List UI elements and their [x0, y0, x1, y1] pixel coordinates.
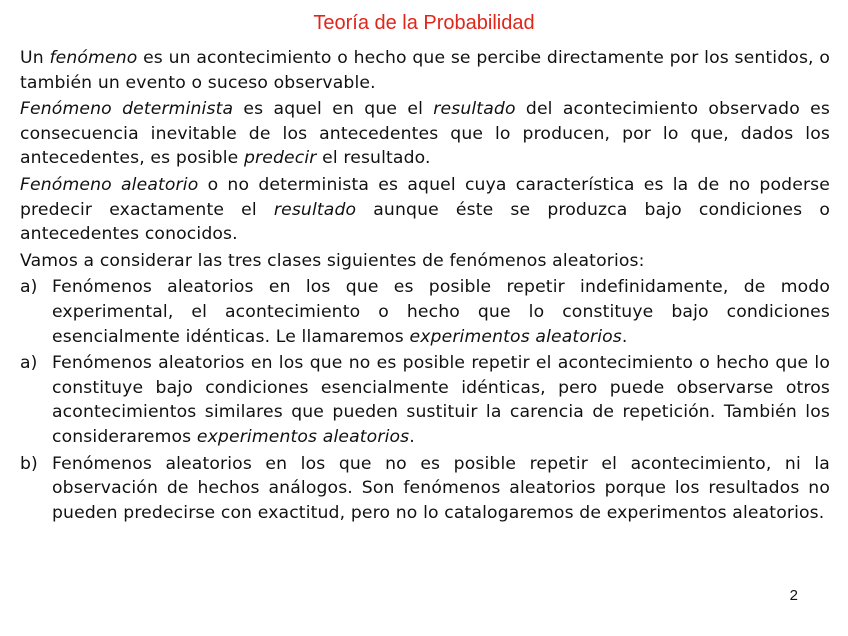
text-run: Fenómenos aleatorios en los que no es posible repetir el acontecimiento o hecho que lo constituye bajo condiciones esencialmente idénticas, pero puede observarse otros acontecimientos similares que pueden sustituir la carencia de repetición. También los consideraremos — [52, 353, 830, 447]
paragraph-aleatorio — [20, 173, 830, 247]
term-resultado: resultado — [433, 99, 516, 120]
term-fenomeno: fenómeno — [49, 48, 138, 68]
slide-title: Teoría de la Probabilidad — [313, 12, 535, 34]
text-run: Fenómenos aleatorios en los que no es posible repetir el acontecimiento, ni la observación de hechos análogos. Son fenómenos aleatorios porque los resultados no pueden predecirse con exactitud, pero no lo catalogaremos de experimentos aleatorios. — [52, 453, 830, 523]
text-run: del acontecimiento observado es consecuencia inevitable de los antecedentes que lo producen, por lo que, dados los antecedentes, es posible — [20, 99, 830, 169]
text-run: el resultado. — [316, 148, 431, 169]
list-item — [20, 275, 830, 349]
term-fenomeno-determinista: Fenómeno determinista — [20, 99, 234, 120]
term-resultado: resultado — [273, 199, 357, 220]
term-fenomeno-aleatorio: Fenómeno aleatorio — [20, 174, 199, 195]
list-marker: a) — [20, 353, 38, 374]
page-number: 2 — [789, 587, 798, 604]
text-run: . — [409, 426, 415, 447]
text-run: Vamos a considerar las tres clases siguientes de fenómenos aleatorios: — [20, 250, 645, 271]
term-experimentos-aleatorios: experimentos aleatorios — [409, 326, 622, 347]
text-run: aunque éste se produzca bajo condiciones o antecedentes conocidos. — [20, 199, 830, 245]
paragraph-intro-list — [20, 249, 830, 274]
slide-body — [20, 46, 830, 527]
text-run: . — [621, 326, 628, 347]
list-marker: a) — [20, 277, 38, 298]
term-predecir: predecir — [243, 148, 317, 169]
list-marker: b) — [20, 453, 38, 474]
paragraph-fenomeno-definition — [20, 46, 830, 95]
text-run: es aquel en que el — [233, 99, 434, 120]
list-item — [20, 452, 830, 526]
text-run: Un — [20, 48, 50, 68]
text-run: o no determinista es aquel cuya característica es la de no poderse predecir exactamente el — [20, 174, 830, 220]
term-experimentos-aleatorios: experimentos aleatorios — [196, 426, 410, 447]
fenomenos-list — [20, 275, 830, 525]
text-run: Fenómenos aleatorios en los que es posible repetir indefinidamente, de modo experimental, el acontecimiento o hecho que lo constituye bajo condiciones esencialmente idénticas. Le llamaremos — [52, 277, 830, 347]
paragraph-determinista — [20, 97, 830, 171]
list-item — [20, 351, 830, 449]
text-run: es un acontecimiento o hecho que se percibe directamente por los sentidos, o también un evento o suceso observable. — [20, 48, 831, 93]
